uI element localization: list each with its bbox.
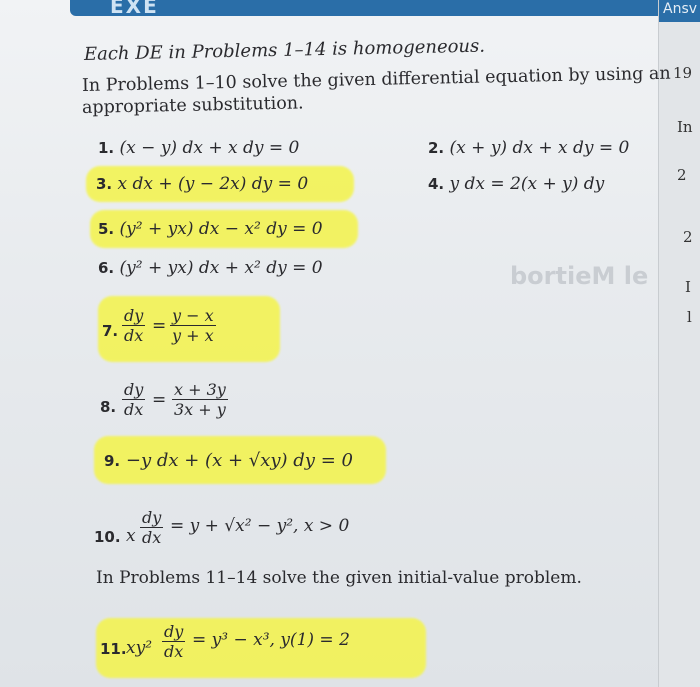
problem-9: 9. −y dx + (x + √xy) dy = 0 (104, 450, 353, 471)
margin-text: l (687, 308, 692, 326)
margin-text: 19 (673, 64, 693, 82)
fraction-dy-dx: $\frac{dy}{dx}$ (124, 380, 144, 419)
problem-3: 3. x dx + (y − 2x) dy = 0 (96, 174, 309, 194)
fraction-rhs: $\frac{x + 3y}{3x + y}$ (174, 380, 226, 419)
fraction-rhs: $\frac{y - x}{y + x}$ (172, 306, 214, 345)
instructions-line-2: appropriate substitution. (81, 93, 304, 118)
problem-2: 2. (x + y) dx + x dy = 0 (428, 138, 630, 158)
textbook-page: EXE Ansv 19 In 2 2 I l bortieM le Each DE in Problems 1–14 is homogeneous. In Problems 1–10 solve the given differential equation by using an appropriate substitution. 1. (x − y) dx + x dy = 0 2. (x + y) dx + x dy = 0 3. x dx + (y − 2x) dy = 0 4. y dx = 2(x + y) dy 5. (y² + yx) dx − x² dy = 0 6. (y² + yx) dx + x² dy = 0 7. $\frac{dy}{dx}$ = $\frac{y - x}{y + x}$ 8. $\frac{dy}{dx}$ = $\frac{x + 3y}{3x + y}$ 9. −y dx + (x + √xy) dy = 0 10. x $\frac{dy}{dx}$ = y + √x² − y², x > 0 In Problems 11–14 solve the given initial-value problem. 11. xy² $\frac{dy}{dx}$ = y³ − x³, y(1) = 2 (0, 0, 700, 687)
problem-1: 1. (x − y) dx + x dy = 0 (98, 138, 300, 158)
fraction-dy-dx: $\frac{dy}{dx}$ (142, 508, 162, 547)
margin-text: 2 (683, 228, 693, 246)
problem-6: 6. (y² + yx) dx + x² dy = 0 (98, 258, 323, 278)
answers-tab-label: Ansv (663, 1, 698, 17)
margin-text: I (685, 278, 691, 296)
section-heading: Each DE in Problems 1–14 is homogeneous. (83, 35, 486, 65)
answers-column (658, 0, 700, 687)
fraction-dy-dx: $\frac{dy}{dx}$ (124, 306, 144, 345)
problem-5: 5. (y² + yx) dx − x² dy = 0 (98, 219, 323, 239)
problem-4: 4. y dx = 2(x + y) dy (428, 174, 605, 194)
margin-text: In (677, 118, 693, 136)
answers-header (659, 0, 700, 22)
fraction-dy-dx: $\frac{dy}{dx}$ (164, 622, 184, 661)
ivp-instructions: In Problems 11–14 solve the given initial-value problem. (96, 568, 582, 588)
section-title-fragment: EXE (110, 0, 159, 18)
watermark-text: bortieM le (510, 262, 649, 290)
section-header-bar (70, 0, 660, 16)
instructions-line-1: In Problems 1–10 solve the given differential equation by using an (81, 63, 671, 96)
margin-text: 2 (677, 166, 687, 184)
